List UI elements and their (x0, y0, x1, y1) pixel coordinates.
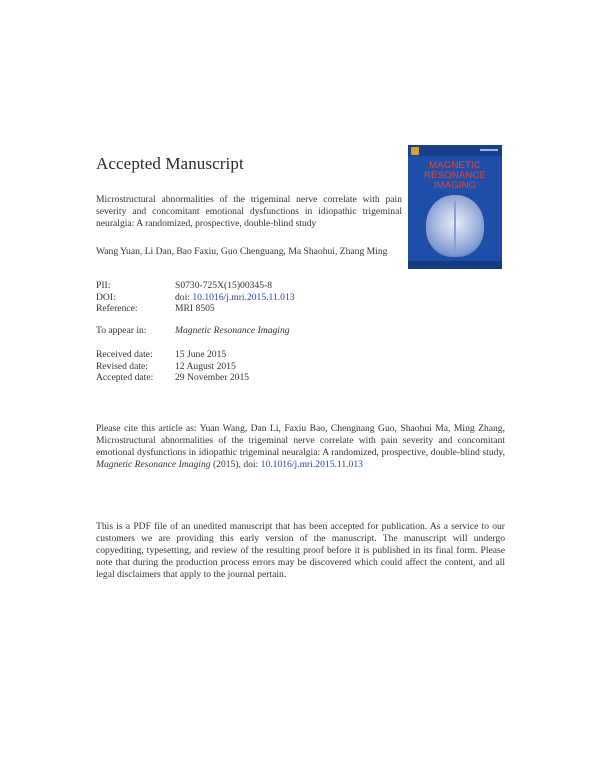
appear-in-block (96, 325, 290, 337)
cover-title-line: RESONANCE (424, 170, 486, 181)
page-title: Accepted Manuscript (96, 154, 244, 173)
doi-label: DOI: (96, 291, 116, 303)
cover-bottom-band (408, 261, 502, 269)
accepted-row (96, 372, 249, 384)
pii-value: S0730-725X(15)00345-8 (175, 280, 272, 291)
journal-cover-image (408, 145, 502, 269)
accepted-label: Accepted date: (96, 372, 154, 383)
pii-label: PII: (96, 280, 111, 291)
doi-row (96, 292, 295, 304)
revised-label: Revised date: (96, 360, 148, 372)
doi-prefix: doi: (175, 291, 193, 303)
cover-title-line: IMAGING (433, 180, 477, 191)
doi-value (175, 292, 295, 304)
author-list: Wang Yuan, Li Dan, Bao Faxiu, Guo Chenguang, Ma Shaohui, Zhang Ming (96, 246, 388, 257)
citation-text: Please cite this article as: Yuan Wang, Dan Li, Faxiu Bao, Chengnang Guo, Shaohui Ma, Ming Zhang, Microstructural abnormalities of the trigeminal nerve correlate with pain severity and concomitant emotional dysfunctions in idiopathic trigeminal neuralgia: A randomized, prospective, double-blind study, (96, 423, 505, 458)
received-value: 15 June 2015 (175, 349, 227, 360)
citation-doi-link[interactable]: 10.1016/j.mri.2015.11.013 (260, 459, 363, 470)
journal-name: Magnetic Resonance Imaging (175, 325, 290, 336)
received-label: Received date: (96, 349, 153, 360)
date-block (96, 349, 249, 384)
revised-row (96, 361, 249, 373)
publisher-logo-icon (411, 147, 419, 155)
appear-in-label: To appear in: (96, 325, 147, 336)
revised-value: 12 August 2015 (175, 360, 236, 372)
doi-link[interactable]: 10.1016/j.mri.2015.11.013 (192, 291, 295, 303)
cover-journal-title (408, 161, 502, 191)
appear-in-row (96, 325, 290, 337)
reference-label: Reference: (96, 303, 138, 314)
citation-paragraph (96, 423, 505, 471)
cover-issue-mark (480, 149, 498, 151)
pii-row (96, 280, 295, 292)
article-title: Microstructural abnormalities of the trigeminal nerve correlate with pain severity and concomitant emotional dysfunctions in idiopathic trigeminal neuralgia: A randomized, prospective, double-blind study (96, 194, 402, 229)
manuscript-identifiers (96, 280, 295, 315)
reference-value: MRI 8505 (175, 303, 215, 314)
citation-year: (2015), doi: (210, 459, 261, 470)
received-row (96, 349, 249, 361)
accepted-value: 29 November 2015 (175, 372, 250, 383)
brain-scan-illustration (426, 195, 484, 257)
citation-journal: Magnetic Resonance Imaging (96, 459, 211, 470)
unedited-manuscript-notice: This is a PDF file of an unedited manuscript that has been accepted for publication. As a service to our customers we are providing this early version of the manuscript. The manuscript will undergo copyediting, typesetting, and review of the resulting proof before it is published in its final form. Please note that during the production process errors may be discovered which could affect the content, and all legal disclaimers that apply to the journal pertain. (96, 521, 505, 580)
reference-row (96, 303, 295, 315)
cover-title-line: MAGNETIC (429, 160, 481, 171)
